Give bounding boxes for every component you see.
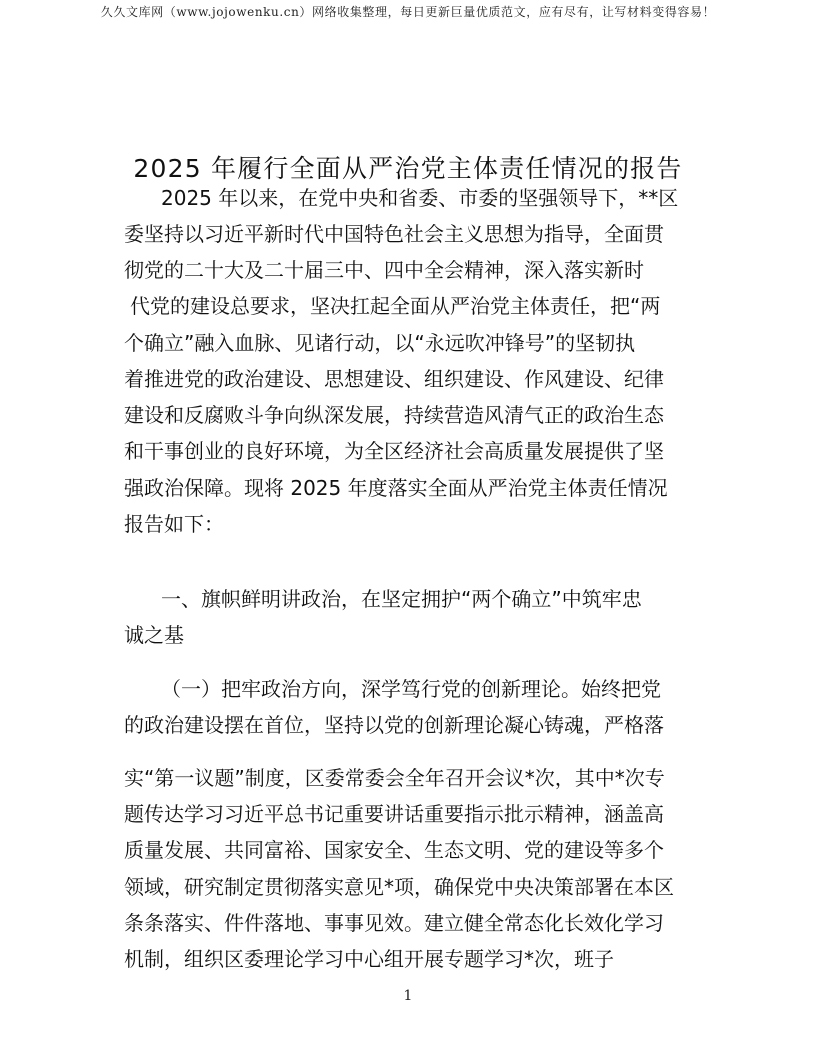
paragraph-line: 和干事创业的良好环境，为全区经济社会高质量发展提供了坚 (124, 439, 664, 463)
paragraph-line: 条条落实、件件落地、事事见效。建立健全常态化长效化学习 (124, 911, 664, 935)
paragraph-line: 题传达学习习近平总书记重要讲话重要指示批示精神，涵盖高 (124, 802, 664, 826)
paragraph-line: 彻党的二十大及二十届三中、四中全会精神，深入落实新时 (124, 258, 644, 282)
paragraph-line: 实“第一议题”制度，区委常委会全年召开会议*次，其中*次专 (124, 766, 665, 790)
paragraph-line: 领域，研究制定贯彻落实意见*项，确保党中央决策部署在本区 (124, 875, 674, 899)
paragraph-line: 2025 年以来，在党中央和省委、市委的坚强领导下，**区 (161, 186, 679, 210)
document-title: 2025 年履行全面从严治党主体责任情况的报告 (133, 154, 683, 183)
paragraph-line: 强政治保障。现将 2025 年度落实全面从严治党主体责任情况 (124, 476, 668, 500)
paragraph-line: 个确立”融入血脉、见诸行动，以“永远吹冲锋号”的坚韧执 (124, 331, 636, 355)
paragraph-line: 着推进党的政治建设、思想建设、组织建设、作风建设、纪律 (124, 367, 664, 391)
paragraph-line: 机制，组织区委理论学习中心组开展专题学习*次，班子 (124, 947, 614, 971)
section-heading-line: 一、旗帜鲜明讲政治，在坚定拥护“两个确立”中筑牢忠 (161, 587, 642, 611)
paragraph-line: 委坚持以习近平新时代中国特色社会主义思想为指导，全面贯 (124, 222, 664, 246)
header-note: 久久文库网（www.jojowenku.cn）网络收集整理，每日更新巨量优质范文，应有尽有，让写材料变得容易！ (100, 5, 716, 19)
paragraph-line: 代党的建设总要求，坚决扛起全面从严治党主体责任，把“两 (130, 294, 661, 318)
paragraph-line: 质量发展、共同富裕、国家安全、生态文明、党的建设等多个 (124, 838, 664, 862)
section-heading-line: 诚之基 (124, 623, 184, 647)
paragraph-line: 建设和反腐败斗争向纵深发展，持续营造风清气正的政治生态 (124, 403, 664, 427)
paragraph-line: 报告如下： (124, 512, 224, 536)
paragraph-line: 的政治建设摆在首位，坚持以党的创新理论凝心铸魂，严格落 (124, 713, 664, 737)
paragraph-line: （一）把牢政治方向，深学笃行党的创新理论。始终把党 (161, 677, 661, 701)
page-number: 1 (403, 988, 413, 1004)
